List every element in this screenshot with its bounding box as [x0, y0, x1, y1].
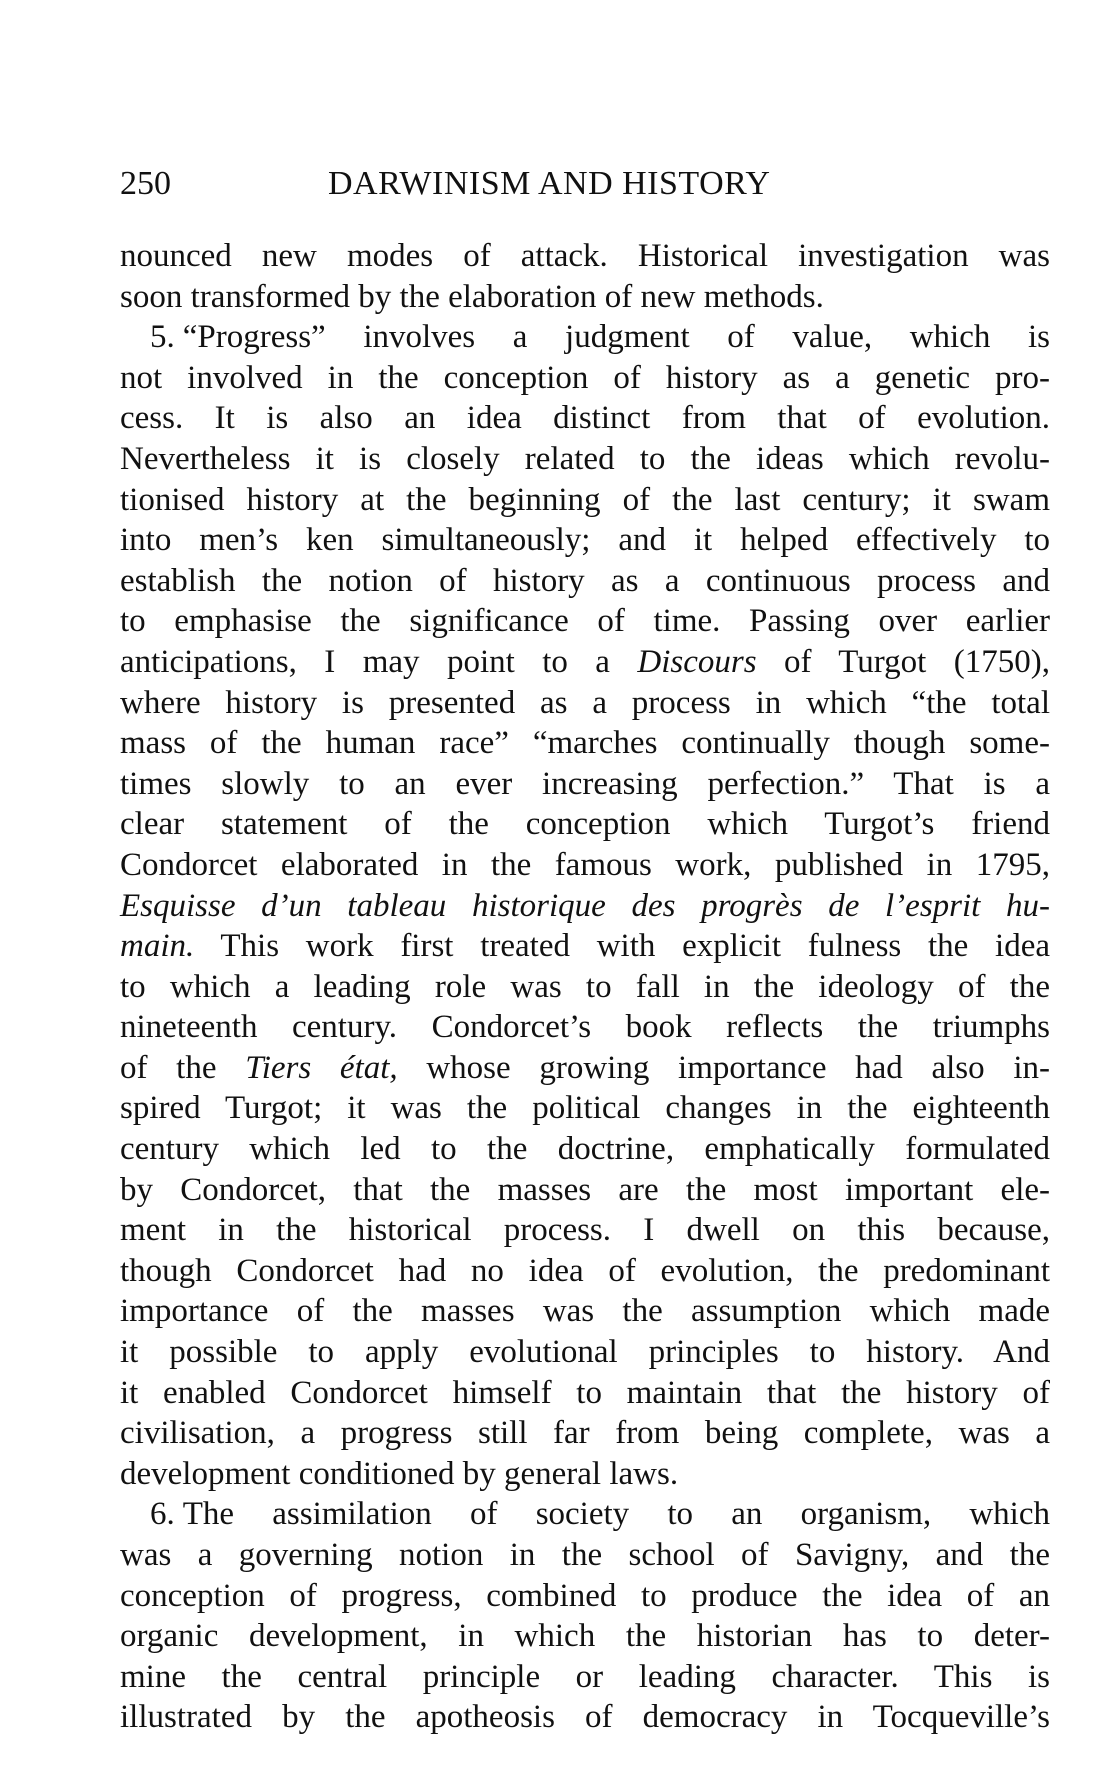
running-title: DARWINISM AND HISTORY	[328, 165, 771, 202]
text-line: it possible to apply evolutional principles to history. And	[120, 1334, 1050, 1371]
text-line: by Condorcet, that the masses are the most important ele-	[120, 1171, 1050, 1208]
text-line	[120, 642, 1050, 683]
running-header	[120, 162, 1050, 206]
body-text	[120, 236, 1050, 1738]
text-segment: anticipations, I may point to a	[120, 643, 638, 680]
text-line: establish the notion of history as a continuous process and	[120, 562, 1050, 599]
text-line: illustrated by the apotheosis of democracy in Tocqueville’s	[120, 1699, 1050, 1736]
text-line: it enabled Condorcet himself to maintain that the history of	[120, 1374, 1050, 1411]
section-number: 5.	[150, 319, 175, 356]
page-number: 250	[120, 165, 171, 202]
text-segment: This work first treated with explicit fulness the idea	[194, 928, 1050, 965]
text-line: ment in the historical process. I dwell on this because,	[120, 1212, 1050, 1249]
text-line: where history is presented as a process in which “the total	[120, 684, 1050, 721]
text-line: into men’s ken simultaneously; and it helped effectively to	[120, 522, 1050, 559]
text-line: importance of the masses was the assumption which made	[120, 1293, 1050, 1330]
text-line: conception of progress, combined to produce the idea of an	[120, 1577, 1050, 1614]
italic-term: Tiers état,	[245, 1049, 398, 1086]
text-line: to emphasise the significance of time. Passing over earlier	[120, 603, 1050, 640]
text-line: soon transformed by the elaboration of new methods.	[120, 278, 824, 315]
text-line: nineteenth century. Condorcet’s book reflects the triumphs	[120, 1009, 1050, 1046]
text-line: mass of the human race” “marches continually though some-	[120, 725, 1050, 762]
text-line: not involved in the conception of history as a genetic pro-	[120, 359, 1050, 396]
text-line	[120, 886, 1050, 927]
text-line: times slowly to an ever increasing perfection.” That is a	[120, 765, 1050, 802]
text-line: tionised history at the beginning of the last century; it swam	[120, 481, 1050, 518]
text-line: clear statement of the conception which Turgot’s friend	[120, 806, 1050, 843]
text-line: development conditioned by general laws.	[120, 1455, 679, 1492]
italic-title: main.	[120, 928, 195, 965]
text-line: spired Turgot; it was the political changes in the eighteenth	[120, 1090, 1050, 1127]
text-line: Nevertheless it is closely related to the ideas which revolu-	[120, 440, 1050, 477]
text-segment: whose growing importance had also in-	[397, 1049, 1050, 1086]
text-line: century which led to the doctrine, emphatically formulated	[120, 1131, 1050, 1168]
italic-title: Discours	[637, 643, 757, 680]
text-segment: of the	[120, 1049, 246, 1086]
text-line: Condorcet elaborated in the famous work, published in 1795,	[120, 846, 1050, 883]
text-line	[120, 1048, 1050, 1089]
italic-title: Esquisse d’un tableau historique des progrès de l’esprit hu-	[120, 887, 1050, 924]
text-line: organic development, in which the historian has to deter-	[120, 1618, 1050, 1655]
text-line: nounced new modes of attack. Historical investigation was	[120, 238, 1050, 274]
section-number: 6.	[150, 1496, 175, 1533]
text-line: civilisation, a progress still far from being complete, was a	[120, 1415, 1050, 1452]
text-line: to which a leading role was to fall in the ideology of the	[120, 968, 1050, 1005]
text-line	[120, 926, 1050, 967]
text-segment: of Turgot (1750),	[756, 643, 1050, 680]
text-line	[120, 1494, 1050, 1535]
text-segment: “Progress” involves a judgment of value, which is	[182, 319, 1050, 356]
text-segment: The assimilation of society to an organism, which	[182, 1496, 1050, 1533]
text-line	[120, 317, 1050, 358]
text-line: was a governing notion in the school of Savigny, and the	[120, 1537, 1050, 1573]
text-line: mine the central principle or leading character. This is	[120, 1658, 1050, 1695]
text-line: cess. It is also an idea distinct from that of evolution.	[120, 400, 1050, 437]
text-line: though Condorcet had no idea of evolution, the predominant	[120, 1252, 1050, 1289]
